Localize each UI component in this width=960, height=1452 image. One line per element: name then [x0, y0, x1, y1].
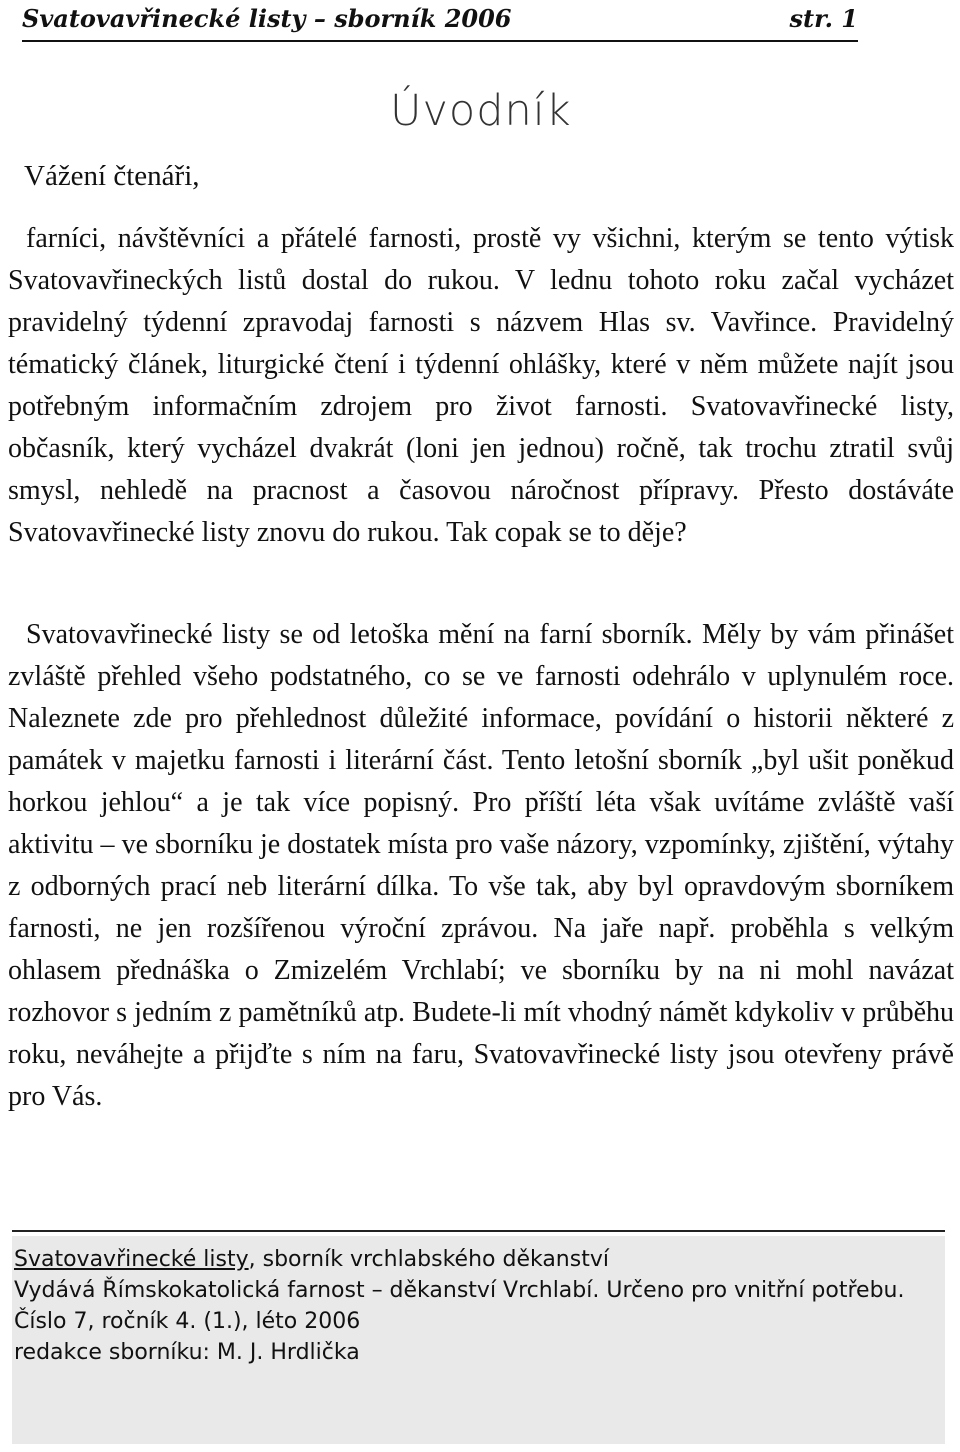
publication-title: Svatovavřinecké listy – sborník 2006	[22, 4, 512, 33]
imprint-subtitle: , sborník vrchlabského děkanství	[248, 1247, 609, 1272]
imprint-divider	[12, 1230, 945, 1232]
imprint-editor: redakce sborníku: M. J. Hrdlička	[14, 1340, 360, 1365]
page-number: str. 1	[789, 4, 858, 33]
imprint-publisher: Vydává Římskokatolická farnost – děkanství Vrchlabí. Určeno pro vnitřní potřebu.	[14, 1278, 905, 1303]
salutation: Vážení čtenáři,	[24, 160, 200, 192]
paragraph-1: farníci, návštěvníci a přátelé farnosti, prostě vy všichni, kterým se tento výtisk Svatovavřineckých listů dostal do rukou. V lednu tohoto roku začal vycházet pravidelný týdenní zpravodaj farnosti s názvem Hlas sv. Vavřince. Pravidelný tématický článek, liturgické čtení i týdenní ohlášky, které v něm můžete najít jsou potřebným informačním zdrojem pro život farnosti. Svatovavřinecké listy, občasník, který vycházel dvakrát (loni jen jednou) ročně, tak trochu ztratil svůj smysl, nehledě na pracnost a časovou náročnost přípravy. Přesto dostáváte Svatovavřinecké listy znovu do rukou. Tak copak se to děje?	[8, 223, 954, 548]
page-header	[22, 0, 858, 42]
imprint-publication-name: Svatovavřinecké listy	[14, 1247, 249, 1272]
article-heading: Úvodník	[390, 86, 572, 136]
paragraph-2: Svatovavřinecké listy se od letoška mění na farní sborník. Měly by vám přinášet zvláště přehled všeho podstatného, co se ve farnosti odehrálo v uplynulém roce. Naleznete zde pro přehlednost důležité informace, povídání o historii některé z památek v majetku farnosti i literární část. Tento letošní sborník „byl ušit poněkud horkou jehlou“ a je tak více popisný. Pro příští léta však uvítáme zvláště vaší aktivitu – ve sborníku je dostatek místa pro vaše názory, vzpomínky, zjištění, výtahy z odborných prací neb literární dílka. To vše tak, aby byl opravdovým sborníkem farnosti, ne jen rozšířenou výroční zprávou. Na jaře např. proběhla s velkým ohlasem přednáška o Zmizelém Vrchlabí; ve sborníku by na ni mohl navázat rozhovor s jedním z pamětníků atp. Budete-li mít vhodný námět kdykoliv v průběhu roku, neváhejte a přijďte s ním na faru, Svatovavřinecké listy jsou otevřeny právě pro Vás.	[8, 619, 954, 1112]
imprint-issue: Číslo 7, ročník 4. (1.), léto 2006	[14, 1309, 361, 1334]
imprint-box	[12, 1236, 945, 1444]
imprint-title-line	[14, 1244, 941, 1275]
